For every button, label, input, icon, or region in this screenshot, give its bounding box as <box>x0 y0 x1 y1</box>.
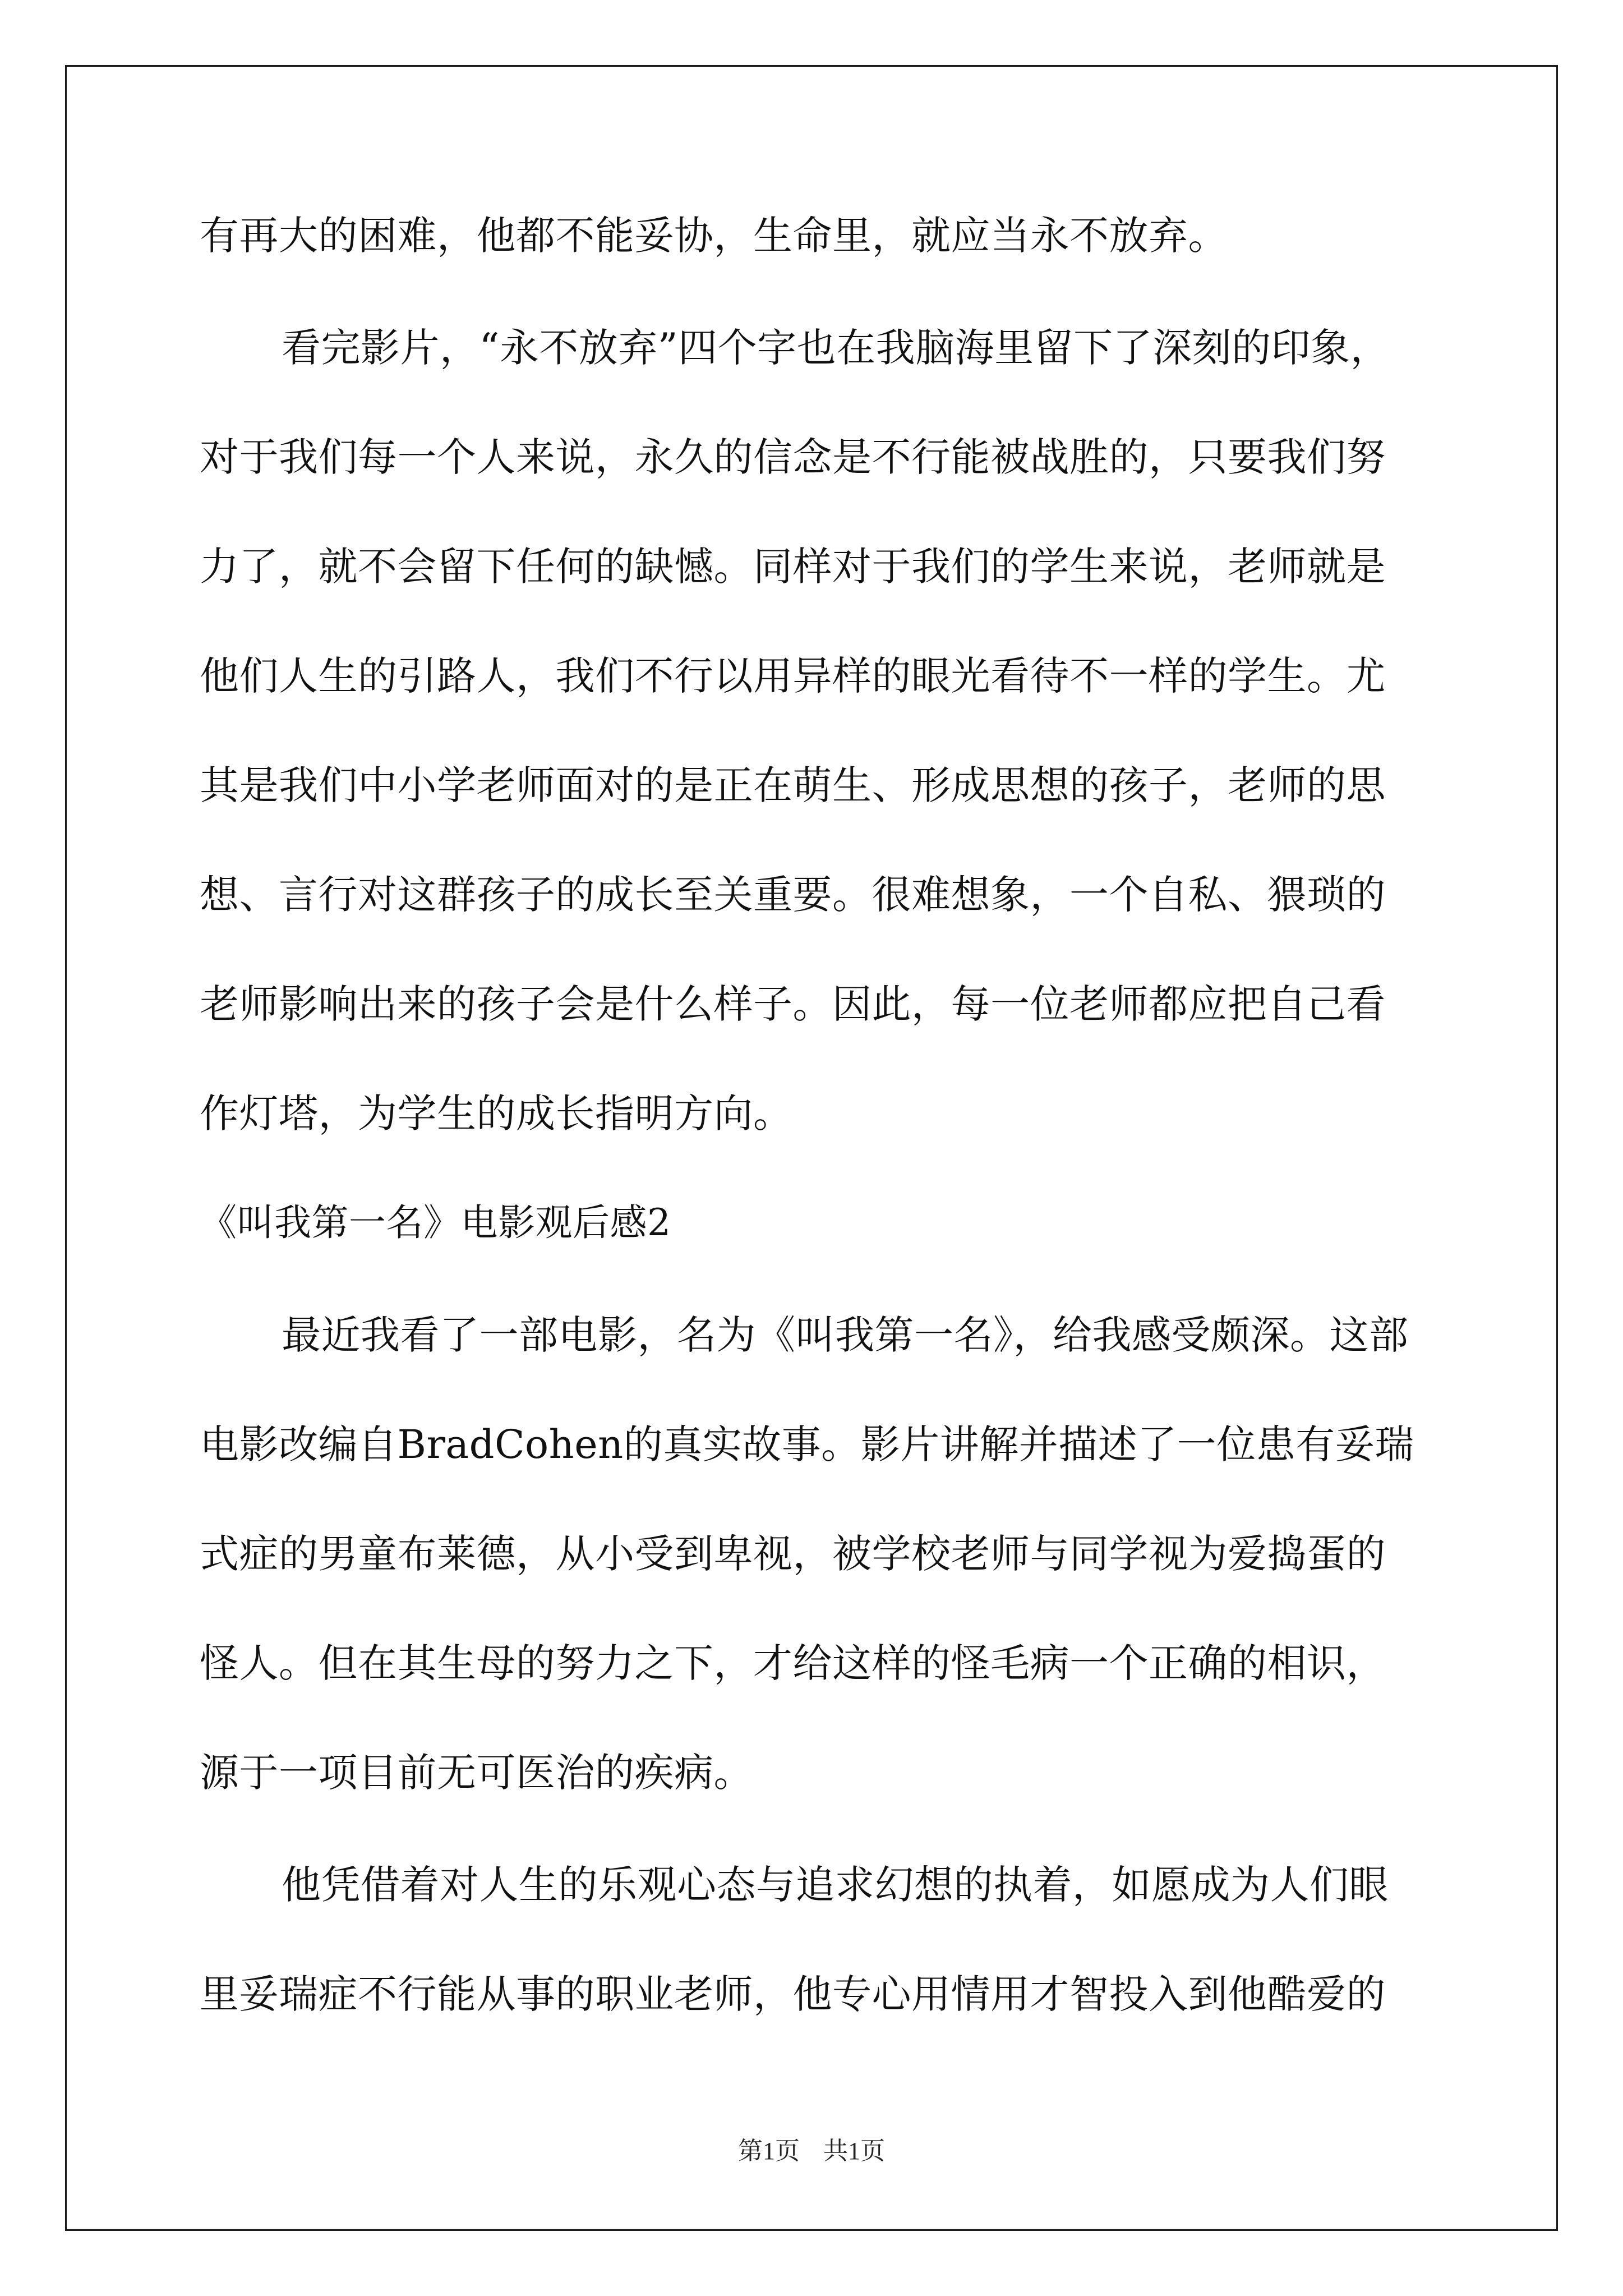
paragraph-line: 其是我们中小学老师面对的是正在萌生、形成思想的孩子，老师的思 <box>200 762 1386 808</box>
page-footer <box>0 2131 1623 2166</box>
page-number: 第1页 <box>738 2137 800 2165</box>
section-heading: 《叫我第一名》电影观后感2 <box>200 1201 671 1244</box>
paragraph-line: 看完影片，“永不放弃”四个字也在我脑海里留下了深刻的印象， <box>282 325 1390 371</box>
paragraph-line: 力了，就不会留下任何的缺憾。同样对于我们的学生来说，老师就是 <box>200 544 1386 590</box>
paragraph-line: 他们人生的引路人，我们不行以用异样的眼光看待不一样的学生。尤 <box>200 653 1386 699</box>
paragraph-line: 式症的男童布莱德，从小受到卑视，被学校老师与同学视为爱捣蛋的 <box>200 1531 1386 1577</box>
paragraph-line: 对于我们每一个人来说，永久的信念是不行能被战胜的，只要我们努 <box>200 434 1386 480</box>
paragraph-line: 电影改编自BradCohen的真实故事。影片讲解并描述了一位患有妥瑞 <box>200 1421 1414 1467</box>
paragraph-line: 作灯塔，为学生的成长指明方向。 <box>200 1091 793 1137</box>
paragraph-line: 他凭借着对人生的乐观心态与追求幻想的执着，如愿成为人们眼 <box>282 1862 1389 1908</box>
paragraph-line: 怪人。但在其生母的努力之下，才给这样的怪毛病一个正确的相识， <box>200 1640 1386 1686</box>
paragraph-line: 有再大的困难，他都不能妥协，生命里，就应当永不放弃。 <box>200 213 1228 259</box>
page-total: 共1页 <box>823 2137 885 2165</box>
paragraph-line: 里妥瑞症不行能从事的职业老师，他专心用情用才智投入到他酷爱的 <box>200 1971 1386 2017</box>
paragraph-line: 最近我看了一部电影，名为《叫我第一名》，给我感受颇深。这部 <box>282 1312 1409 1358</box>
paragraph-line: 老师影响出来的孩子会是什么样子。因此，每一位老师都应把自己看 <box>200 981 1386 1027</box>
paragraph-line: 想、言行对这群孩子的成长至关重要。很难想象，一个自私、猥琐的 <box>200 872 1386 918</box>
paragraph-line: 源于一项目前无可医治的疾病。 <box>200 1750 753 1796</box>
